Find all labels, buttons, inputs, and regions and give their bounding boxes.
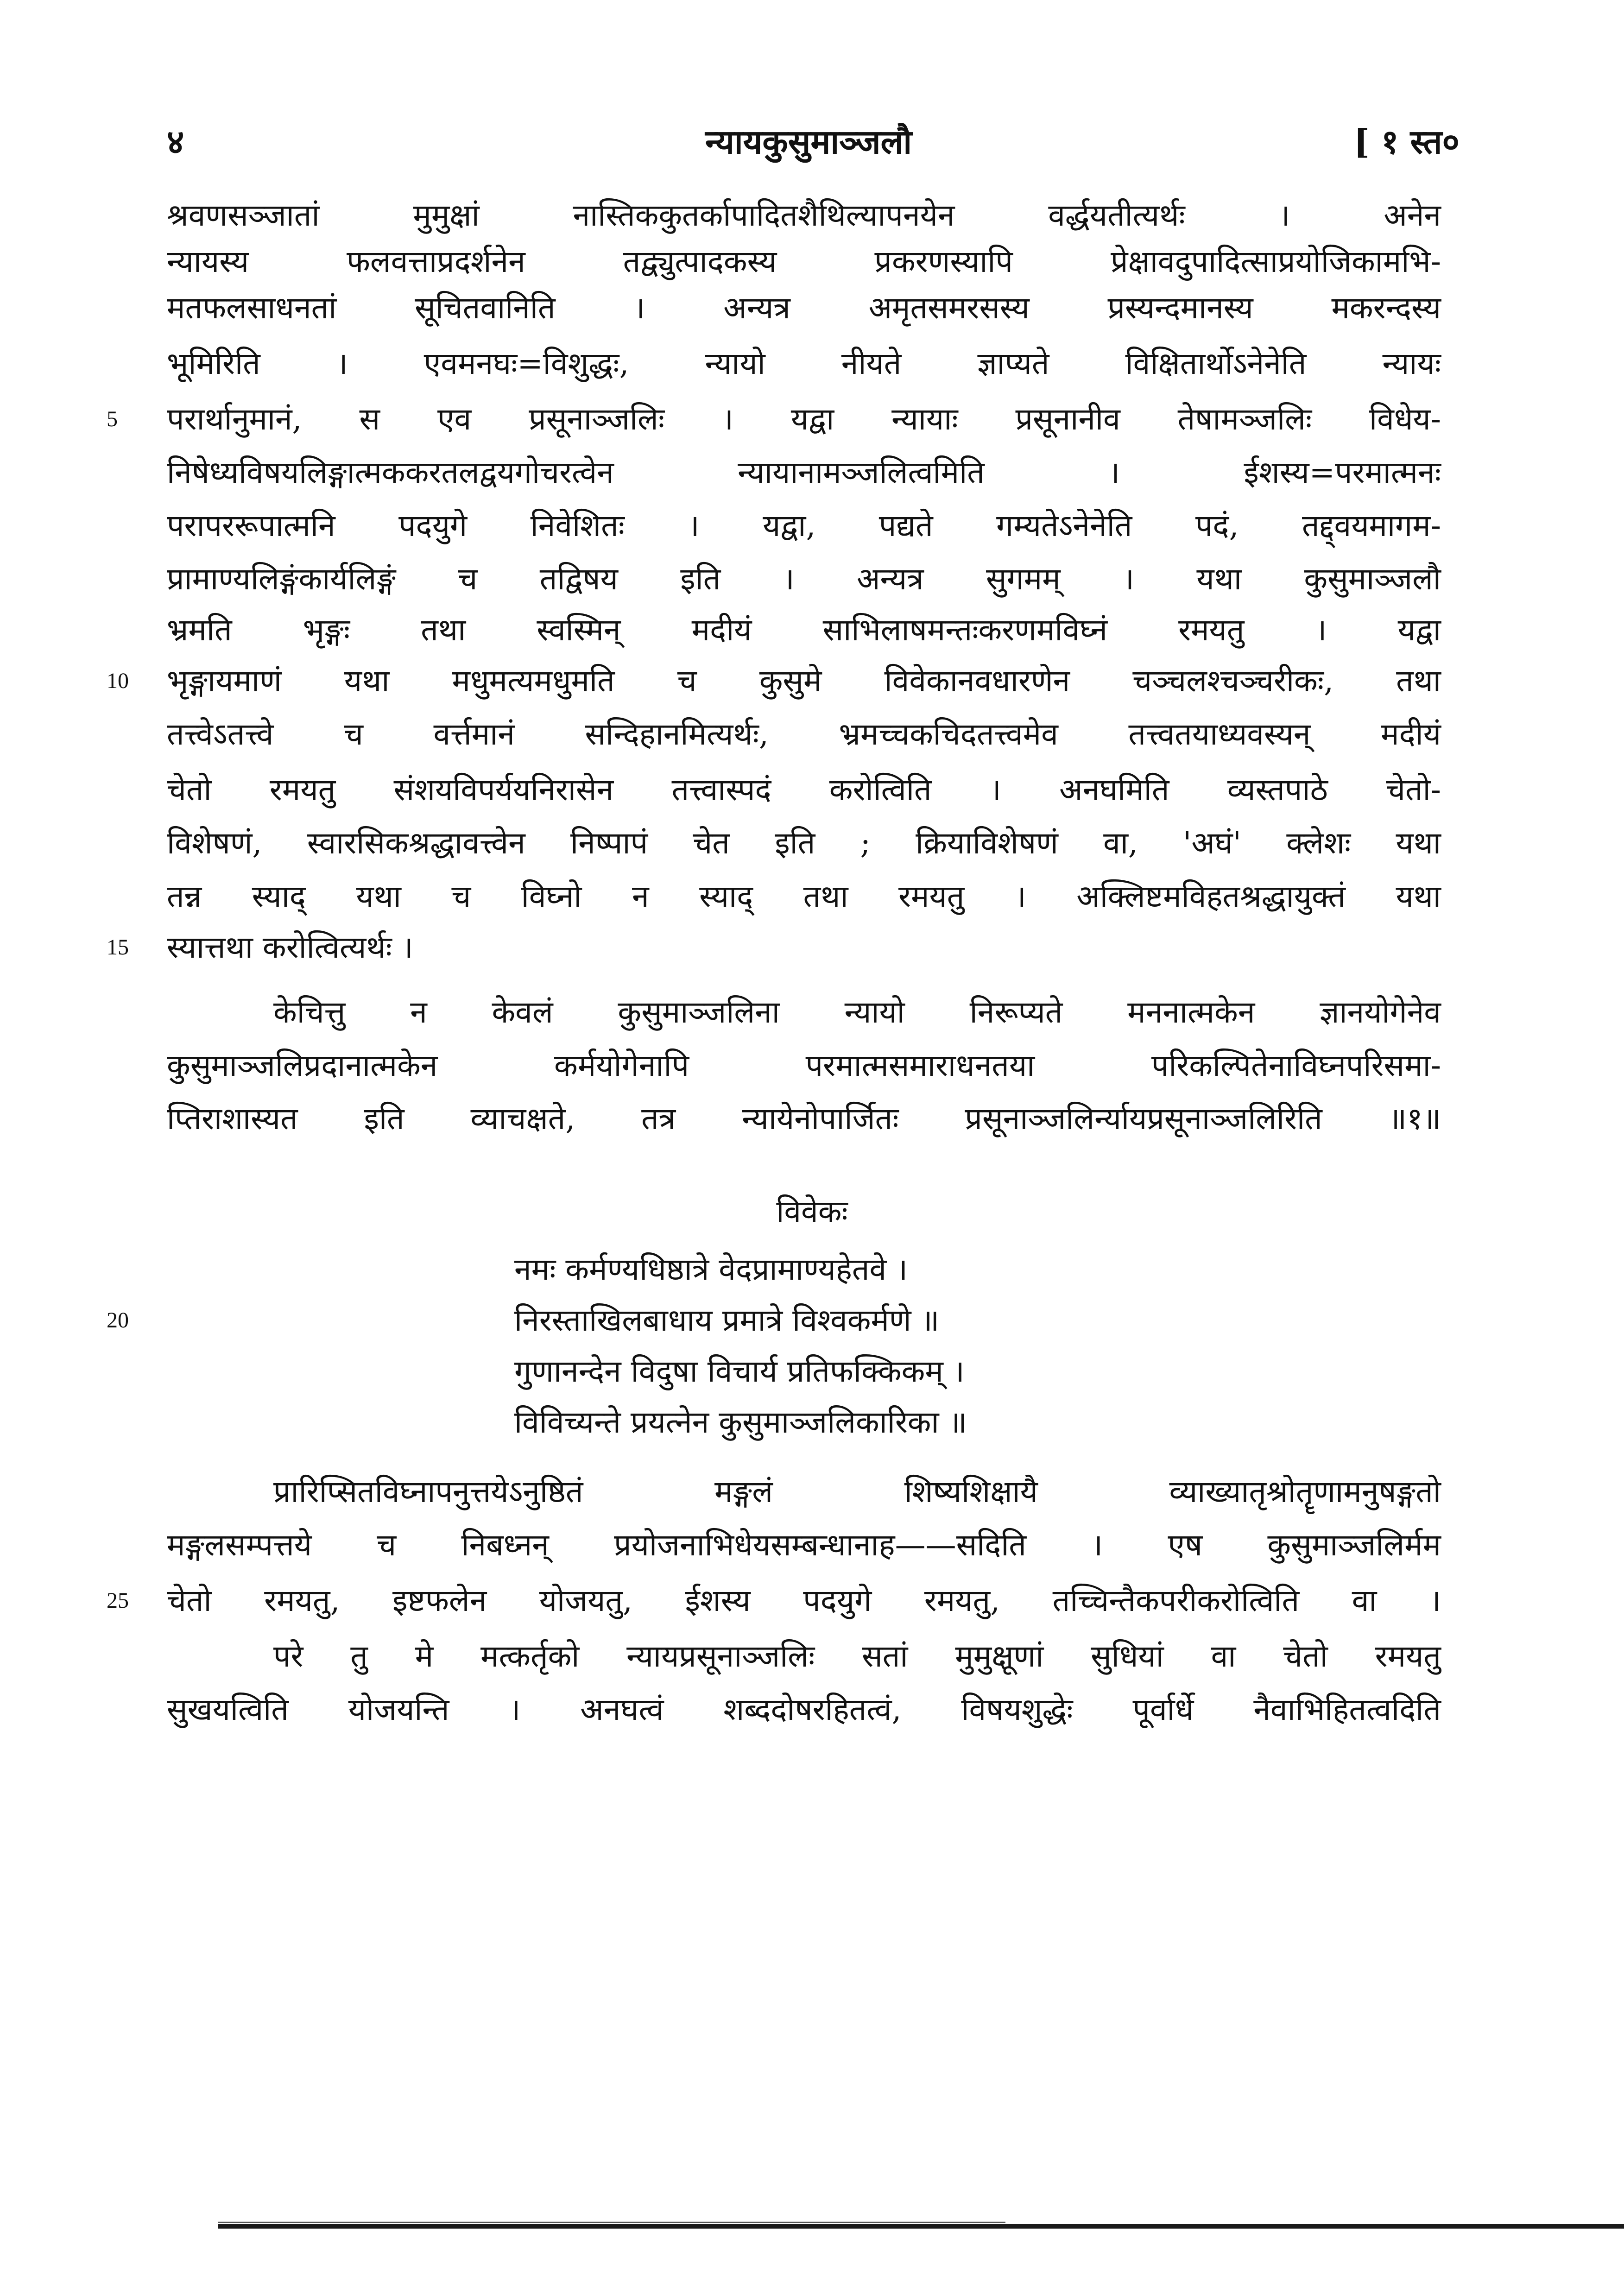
text-line: कुसुमाञ्जलिप्रदानात्मकेन कर्मयोगेनापि परमात्मसमाराधनतया परिकल्पितेनाविघ्नपरिसमा- — [167, 1048, 1441, 1083]
text-line: चेतो रमयतु संशयविपर्ययनिरासेन तत्त्वास्पदं करोत्विति । अनघमिति व्यस्तपाठे चेतो- — [167, 772, 1441, 808]
text-line: विशेषणं, स्वारसिकश्रद्धावत्त्वेन निष्पापं चेत इति ; क्रियाविशेषणं वा, 'अघं' क्लेशः यथा — [167, 825, 1441, 861]
text-line: परे तु मे मत्कर्तृको न्यायप्रसूनाञ्जलिः सतां मुमुक्षूणां सुधियां वा चेतो रमयतु — [273, 1638, 1441, 1674]
text-line: स्यात्तथा करोत्वित्यर्थः । — [167, 929, 413, 965]
text-line: परार्थानुमानं, स एव प्रसूनाञ्जलिः । यद्वा न्यायाः प्रसूनानीव तेषामञ्जलिः विधेय- — [167, 401, 1441, 437]
line-number: 20 — [107, 1308, 129, 1333]
text-line: परापररूपात्मनि पदयुगे निवेशितः । यद्वा, पद्यते गम्यतेऽनेनेति पदं, तद्द्वयमागम- — [167, 508, 1441, 543]
bottom-rule — [218, 2224, 1624, 2229]
line-number: 5 — [107, 407, 118, 431]
running-title: न्यायकुसुमाञ्जलौ — [705, 122, 912, 161]
verse-line: नमः कर्मण्यधिष्ठात्रे वेदप्रामाण्यहेतवे । — [514, 1251, 908, 1287]
section-heading: विवेकः — [776, 1194, 848, 1229]
text-line: निषेध्यविषयलिङ्गात्मककरतलद्वयगोचरत्वेन न्यायानामञ्जलित्वमिति । ईशस्य=परमात्मनः — [167, 455, 1441, 490]
text-line: चेतो रमयतु, इष्टफलेन योजयतु, ईशस्य पदयुगे रमयतु, तच्चिन्तैकपरीकरोत्विति वा । — [167, 1583, 1441, 1618]
text-line: भूमिरिति । एवमनघः=विशुद्धः, न्यायो नीयते ज्ञाप्यते विक्षितार्थोऽनेनेति न्यायः — [167, 346, 1441, 381]
section-marker: [ १ स्त० — [1353, 122, 1460, 161]
page-number: ४ — [167, 122, 184, 161]
text-line: तन्न स्याद् यथा च विघ्नो न स्याद् तथा रमयतु । अक्लिष्टमविहतश्रद्धायुक्तं यथा — [167, 878, 1441, 914]
verse-line: गुणानन्देन विदुषा विचार्य प्रतिफक्किकम् । — [514, 1353, 965, 1389]
text-line: भृङ्गायमाणं यथा मधुमत्यमधुमति च कुसुमे विवेकानवधारणेन चञ्चलश्चञ्चरीकः, तथा — [167, 663, 1441, 699]
line-number: 15 — [107, 935, 129, 960]
text-line: तत्त्वेऽतत्त्वे च वर्त्तमानं सन्दिहानमित्यर्थः, भ्रमच्चकचिदतत्त्वमेव तत्त्वतयाध्यवस्यन् मदीयं — [167, 716, 1441, 752]
text-line: प्रारिप्सितविघ्नापनुत्तयेऽनुष्ठितं मङ्गलं शिष्यशिक्षायै व्याख्यातृश्रोतॄणामनुषङ्गतो — [273, 1474, 1441, 1510]
text-line: मङ्गलसम्पत्तये च निबध्नन् प्रयोजनाभिधेयसम्बन्धानाह——सदिति । एष कुसुमाञ्जलिर्मम — [167, 1527, 1441, 1563]
text-line: भ्रमति भृङ्गः तथा स्वस्मिन् मदीयं साभिलाषमन्तःकरणमविघ्नं रमयतु । यद्वा — [167, 612, 1441, 648]
text-line: प्तिराशास्यत इति व्याचक्षते, तत्र न्यायेनोपार्जितः प्रसूनाञ्जलिर्न्यायप्रसूनाञ्जलिरिति ॥१॥ — [167, 1101, 1441, 1137]
verse-line: निरस्ताखिलबाधाय प्रमात्रे विश्वकर्मणे ॥ — [514, 1302, 940, 1338]
text-line: सुखयत्विति योजयन्ति । अनघत्वं शब्ददोषरहितत्वं, विषयशुद्धेः पूर्वार्धे नैवाभिहितत्वदिति — [167, 1692, 1441, 1727]
line-number: 25 — [107, 1588, 129, 1613]
running-header — [158, 118, 1460, 169]
text-line: न्यायस्य फलवत्ताप्रदर्शनेन तद्व्युत्पादकस्य प्रकरणस्यापि प्रेक्षावदुपादित्साप्रयोजिकामभि- — [167, 244, 1441, 279]
verse-line: विविच्यन्ते प्रयत्नेन कुसुमाञ्जलिकारिका ॥ — [514, 1404, 967, 1440]
text-line: श्रवणसञ्जातां मुमुक्षां नास्तिककुतर्कापादितशैथिल्यापनयेन वर्द्धयतीत्यर्थः । अनेन — [167, 197, 1441, 233]
text-line: केचित्तु न केवलं कुसुमाञ्जलिना न्यायो निरूप्यते मननात्मकेन ज्ञानयोगेनेव — [273, 994, 1441, 1030]
line-number: 10 — [107, 669, 129, 693]
bottom-rule-thin — [218, 2222, 1005, 2223]
text-line: मतफलसाधनतां सूचितवानिति । अन्यत्र अमृतसमरसस्य प्रस्यन्दमानस्य मकरन्दस्य — [167, 290, 1441, 326]
text-line: प्रामाण्यलिङ्गंकार्यलिङ्गं च तद्विषय इति । अन्यत्र सुगमम् । यथा कुसुमाञ्जलौ — [167, 561, 1441, 597]
